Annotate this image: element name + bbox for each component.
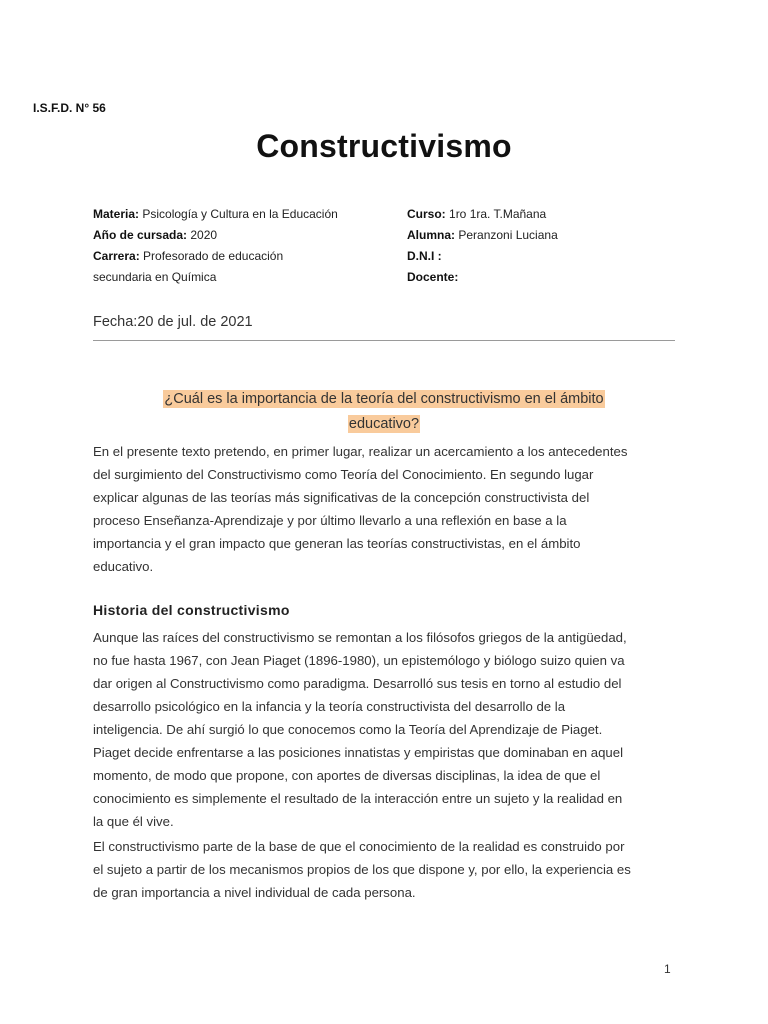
alumna-label: Alumna: <box>407 228 455 242</box>
info-right-column <box>407 204 687 288</box>
history-paragraph: Aunque las raíces del constructivismo se remontan a los filósofos griegos de la antigüedad, no fue hasta 1967, con Jean Piaget (1896-1980), un epistemólogo y biólogo suizo quien va dar origen al Constructivismo como paradigma. Desarrolló sus tesis en torno al estudio del desarrollo psicológico en la infancia y la teoría constructivista del desarrollo de la inteligencia. De ahí surgió lo que conocemos como la Teoría del Aprendizaje de Piaget. Piaget decide enfrentarse a las posiciones innatistas y empiristas que dominaban en aquel momento, de modo que propone, con aportes de diversas disciplinas, la idea de que el conocimiento es simplemente el resultado de la interacción entre un sujeto y la realidad en la que él vive. <box>93 630 627 829</box>
docente-label: Docente: <box>407 270 459 284</box>
horizontal-divider <box>93 340 675 341</box>
carrera-value-line2: secundaria en Química <box>93 270 217 284</box>
anio-row <box>93 225 383 246</box>
curso-value: 1ro 1ra. T.Mañana <box>449 207 547 221</box>
materia-row <box>93 204 383 225</box>
carrera-row-continued <box>93 267 383 288</box>
carrera-label: Carrera: <box>93 249 140 263</box>
docente-row <box>407 267 687 288</box>
document-title: Constructivismo <box>256 128 512 164</box>
institution-label: I.S.F.D. N° 56 <box>33 101 106 115</box>
dni-label: D.N.I : <box>407 249 442 263</box>
page-number: 1 <box>664 962 671 976</box>
question-line-2: educativo? <box>348 416 420 432</box>
constructivism-paragraph: El constructivismo parte de la base de que el conocimiento de la realidad es construido por el sujeto a partir de los mecanismos propios de los que dispone y, por ello, la experiencia es de gran importancia a nivel individual de cada persona. <box>93 839 631 900</box>
date-line: Fecha:20 de jul. de 2021 <box>93 314 253 330</box>
alumna-row <box>407 225 687 246</box>
carrera-row <box>93 246 383 267</box>
highlighted-question <box>93 387 675 437</box>
section-heading: Historia del constructivismo <box>93 602 290 618</box>
anio-value: 2020 <box>190 228 218 242</box>
anio-label: Año de cursada: <box>93 228 188 242</box>
intro-paragraph: En el presente texto pretendo, en primer lugar, realizar un acercamiento a los antecedentes del surgimiento del Constructivismo como Teoría del Conocimiento. En segundo lugar explicar algunas de las teorías más significativas de la concepción constructivista del proceso Enseñanza-Aprendizaje y por último llevarlo a una reflexión en base a la importancia y el gran impacto que generan las teorías constructivistas, en el ámbito educativo. <box>93 444 628 574</box>
alumna-value: Peranzoni Luciana <box>458 228 558 242</box>
curso-label: Curso: <box>407 207 446 221</box>
curso-row <box>407 204 687 225</box>
materia-label: Materia: <box>93 207 140 221</box>
dni-row <box>407 246 687 267</box>
carrera-value-line1: Profesorado de educación <box>143 249 284 263</box>
materia-value: Psicología y Cultura en la Educación <box>142 207 338 221</box>
info-left-column <box>93 204 383 288</box>
question-line-1: ¿Cuál es la importancia de la teoría del constructivismo en el ámbito <box>164 391 604 407</box>
